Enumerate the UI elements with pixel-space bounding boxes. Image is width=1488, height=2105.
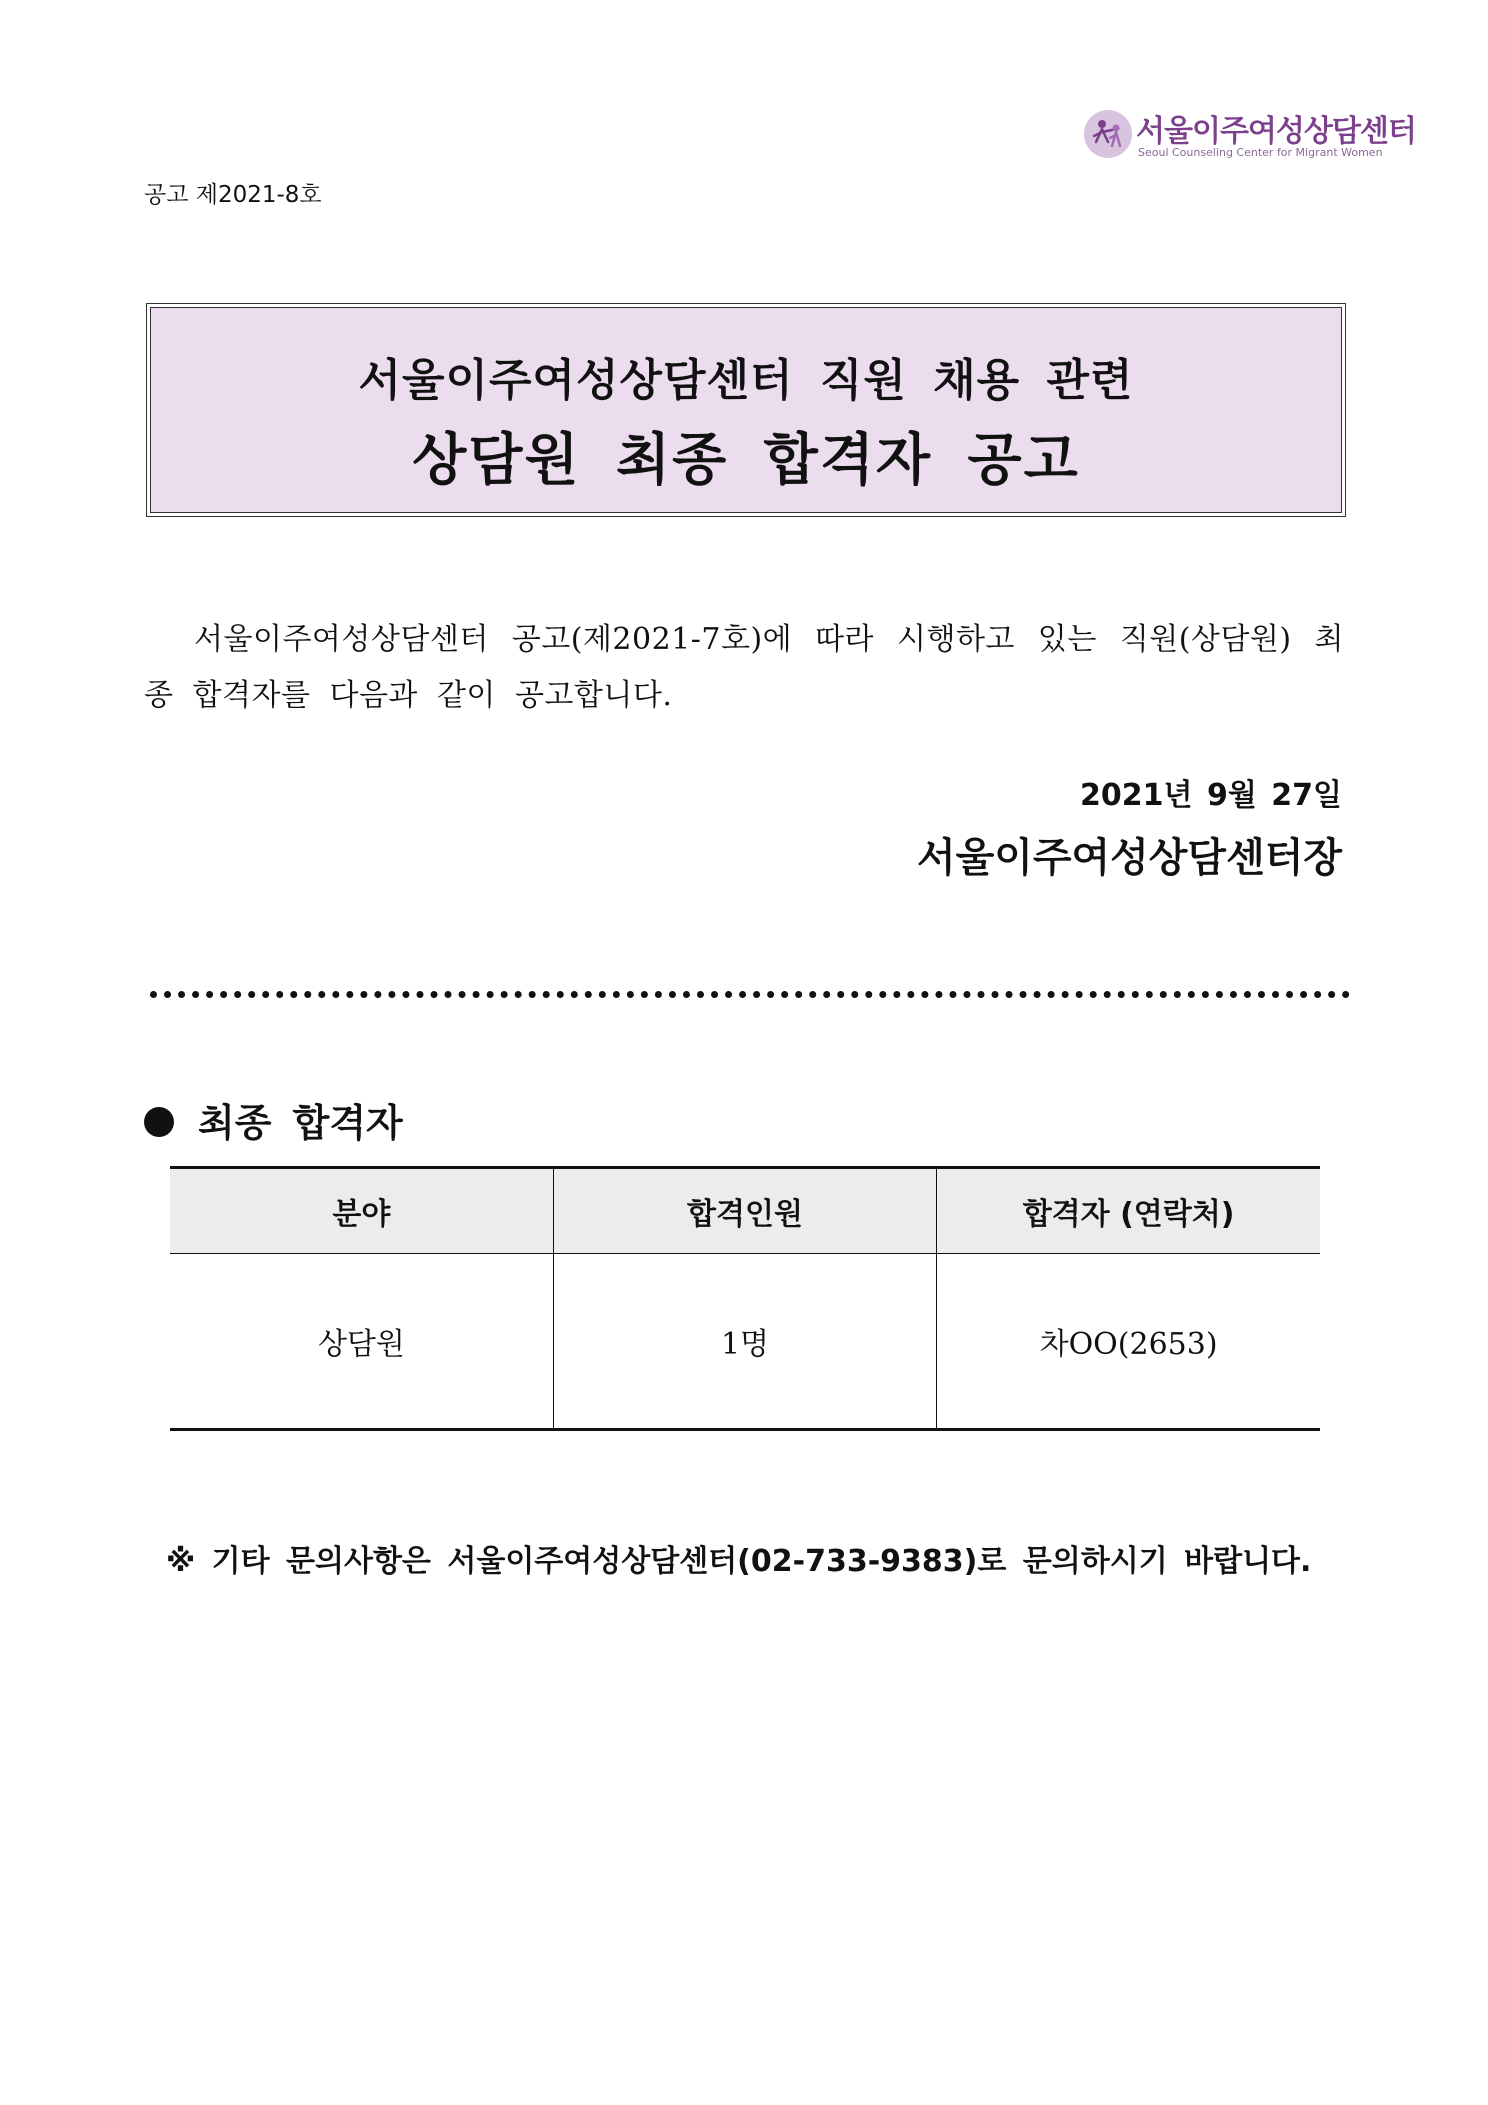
logo-title: 서울이주여성상담센터 bbox=[1136, 114, 1416, 149]
notice-number: 공고 제2021-8호 bbox=[144, 182, 322, 208]
logo-emblem-icon bbox=[1082, 108, 1134, 160]
signer-name: 서울이주여성상담센터장 bbox=[916, 835, 1342, 881]
table-header-cell: 분야 bbox=[170, 1168, 553, 1254]
body-paragraph: 서울이주여성상담센터 공고(제2021-7호)에 따라 시행하고 있는 직원(상담원) 최종 합격자를 다음과 같이 공고합니다. bbox=[144, 622, 1344, 713]
notice-date: 2021년 9월 27일 bbox=[1080, 778, 1342, 813]
table-cell: 차OO(2653) bbox=[937, 1254, 1320, 1430]
table-row bbox=[170, 1254, 1320, 1430]
table-header-cell: 합격자 (연락처) bbox=[937, 1168, 1320, 1254]
title-line-1: 서울이주여성상담센터 직원 채용 관련 bbox=[358, 355, 1134, 406]
title-line-2: 상담원 최종 합격자 공고 bbox=[412, 428, 1080, 493]
title-box bbox=[146, 303, 1346, 517]
table-header-row bbox=[170, 1168, 1320, 1254]
footnote: ※ 기타 문의사항은 서울이주여성상담센터(02-733-9383)로 문의하시기 바랍니다. bbox=[166, 1544, 1312, 1579]
section-heading-label: 최종 합격자 bbox=[198, 1101, 403, 1145]
result-table bbox=[170, 1166, 1320, 1431]
table-cell: 상담원 bbox=[170, 1254, 553, 1430]
table-header-cell: 합격인원 bbox=[553, 1168, 936, 1254]
title-box-inner bbox=[150, 307, 1342, 513]
table-cell: 1명 bbox=[553, 1254, 936, 1430]
organization-logo bbox=[1082, 104, 1416, 164]
logo-subtitle: Seoul Counseling Center for Migrant Women bbox=[1138, 146, 1383, 159]
bullet-icon bbox=[144, 1107, 174, 1137]
section-heading bbox=[144, 1092, 403, 1147]
dotted-divider bbox=[150, 991, 1350, 998]
